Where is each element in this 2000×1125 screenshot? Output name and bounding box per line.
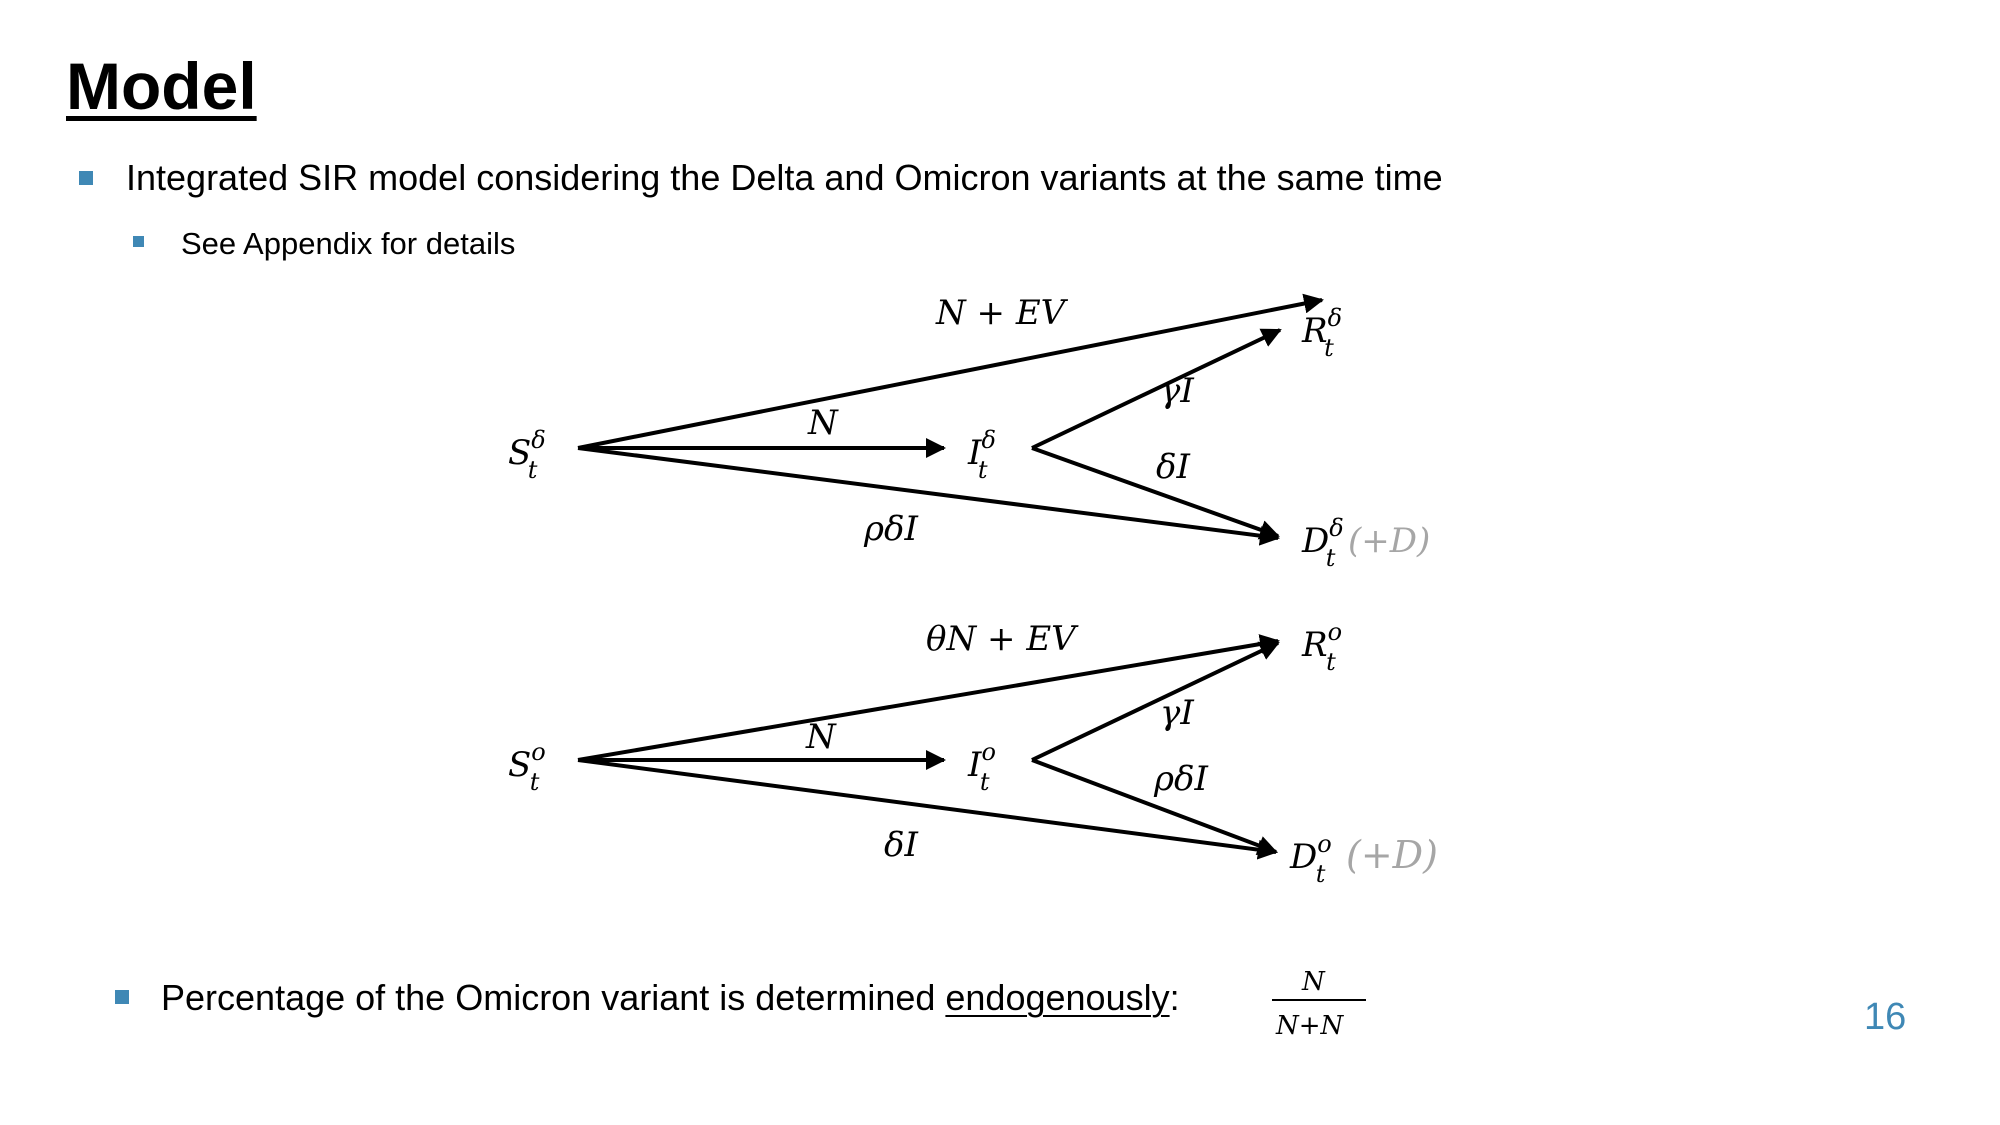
node-delta-d: $D^\delta$ t [1302, 514, 1344, 572]
node-delta-s: $S^\delta$ t [508, 426, 546, 484]
bullet-sub: See Appendix for details [181, 226, 516, 261]
label-omicron-i-r: γI [1160, 693, 1194, 733]
node-omicron-s: $S^o$ t [508, 738, 546, 796]
node-omicron-r: $R^o$ t [1302, 618, 1343, 676]
edge-delta-i-r [1032, 330, 1280, 448]
label-delta-i-r: γI [1160, 371, 1194, 411]
slide-title: Model [66, 49, 257, 123]
bottom-text-after: : [1169, 977, 1180, 1018]
delta-block [508, 293, 1430, 572]
label-omicron-i-d: ρδI [1154, 759, 1208, 799]
page-number: 16 [1864, 996, 1907, 1038]
fraction-denominator: N+N [1276, 1011, 1344, 1041]
omicron-share-fraction [1272, 967, 1366, 1041]
node-omicron-i: $I^o$ t [968, 738, 996, 796]
label-omicron-s-r: θN + EV [926, 619, 1076, 659]
label-delta-s-i: N [808, 403, 838, 443]
bottom-text-before: Percentage of the Omicron variant is determined [161, 977, 946, 1018]
bottom-text-underlined: endogenously [945, 977, 1170, 1018]
node-delta-r: $R^\delta$ t [1302, 304, 1343, 362]
label-omicron-s-i: N [806, 717, 836, 757]
fraction-numerator: N [1302, 967, 1325, 997]
node-omicron-d: $D^o$ t [1290, 830, 1332, 888]
label-omicron-s-d: δI [884, 825, 918, 865]
omicron-block [508, 618, 1438, 888]
node-delta-i: $I^\delta$ t [968, 426, 996, 484]
label-delta-i-d: δI [1156, 447, 1190, 487]
node-delta-d-extra: (+D) [1348, 521, 1431, 561]
label-delta-s-r: N + EV [936, 293, 1066, 333]
label-delta-s-d: ρδI [864, 509, 918, 549]
node-omicron-d-extra: (+D) [1346, 833, 1438, 877]
bullet-main: Integrated SIR model considering the Delta and Omicron variants at the same time [126, 157, 1443, 198]
